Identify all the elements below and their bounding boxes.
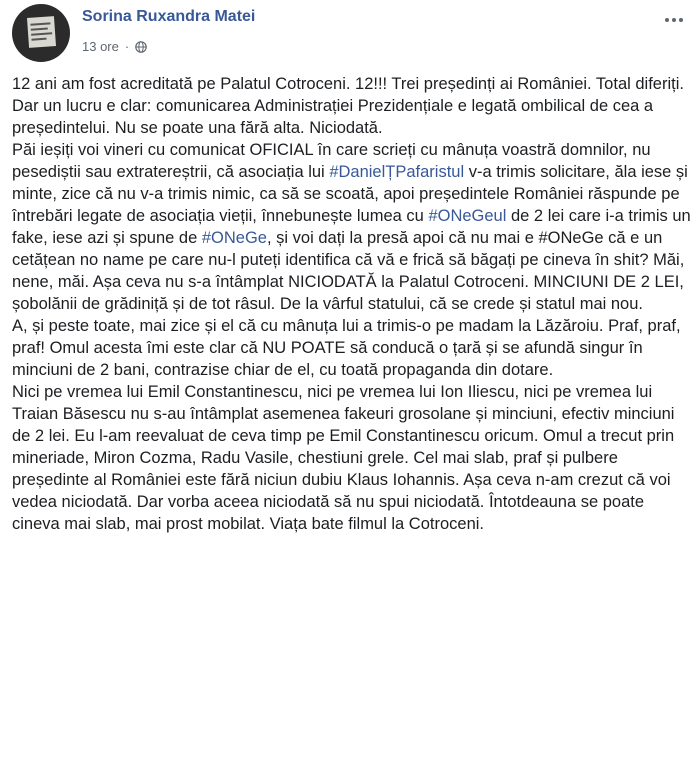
paragraph-text: Păi ieșiți voi vineri cu comunicat OFICIAL în care scrieți cu mânuța voastră domnilor, nu pesediștii sau extratereștrii, că asociația lui: [12, 141, 651, 181]
globe-icon[interactable]: [135, 41, 147, 53]
paragraph-text: A, și peste toate, mai zice și el că cu mânuța lui a trimis-o pe madam la Lăzăroiu. Praf, praf, praf! Omul acesta îmi este clar că NU POATE să conducă o țară și se afundă singur în minciuni de 2 bani, contrazise chiar de el, cu toată propaganda din dotare.: [12, 317, 681, 379]
hashtag-link[interactable]: #DanielȚPafaristul: [329, 163, 465, 181]
post-paragraph: [12, 73, 692, 139]
post-timestamp[interactable]: 13 ore: [82, 39, 119, 54]
paragraph-text: 12 ani am fost acreditată pe Palatul Cotroceni. 12!!! Trei președinți ai României. Total diferiți. Dar un lucru e clar: comunicarea Administrației Prezidențiale e legată ombilical de cea a președintelui. Nu se poate una fără alta. Niciodată.: [12, 75, 684, 137]
meta-separator: ·: [124, 39, 130, 54]
post-meta: [82, 39, 147, 54]
author-name[interactable]: Sorina Ruxandra Matei: [82, 8, 256, 25]
avatar[interactable]: [12, 4, 70, 62]
post-body: [12, 73, 692, 535]
avatar-protest-sign: [27, 16, 56, 48]
more-options-icon[interactable]: [660, 8, 688, 32]
post-paragraph: [12, 381, 692, 535]
hashtag-link[interactable]: #ONeGe: [201, 229, 267, 247]
paragraph-text: de 2 lei care i-a trimis un fake, iese azi și spune de: [12, 207, 691, 247]
post-paragraph: [12, 315, 692, 381]
paragraph-text: Nici pe vremea lui Emil Constantinescu, nici pe vremea lui Ion Iliescu, nici pe vremea lui Traian Băsescu nu s-au întâmplat asemenea fakeuri grosolane și minciuni, efectiv minciuni de 2 lei. Eu l-am reevaluat de ceva timp pe Emil Constantinescu oricum. Omul a trecut prin mineriade, Miron Cozma, Radu Vasile, chestiuni grele. Cel mai slab, praf și pulbere președinte al României este fără niciun dubiu Klaus Iohannis. Așa ceva n-am crezut că voi vedea niciodată. Dar vorba aceea niciodată să nu spui niciodată. Întotdeauna se poate cineva mai slab, mai prost mobilat. Viața bate filmul la Cotroceni.: [12, 383, 675, 533]
hashtag-link[interactable]: #ONeGeul: [428, 207, 507, 225]
post-paragraph: [12, 139, 692, 315]
paragraph-text: , și voi dați la presă apoi că nu mai e #ONeGe că e un cetățean no name pe care nu-l puteți identifica că vă e frică să băgați pe cineva în shit? Măi, nene, măi. Așa ceva nu s-a întâmplat NICIODATĂ la Palatul Cotroceni. MINCIUNI DE 2 LEI, șobolănii de grădiniță și de tot râsul. De la vârful statului, că se crede și statul mai nou.: [12, 229, 685, 313]
paragraph-text: v-a trimis solicitare, ăla iese și minte, zice că nu v-a trimis nimic, ca să se scoată, apoi președintele României răspunde pe întrebări legate de asociația vieții, înnebunește lumea cu: [12, 163, 688, 225]
